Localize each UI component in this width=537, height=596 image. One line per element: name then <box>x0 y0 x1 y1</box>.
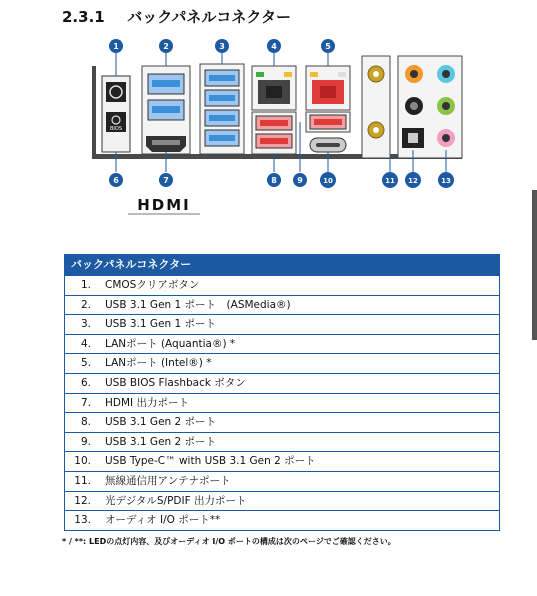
table-row: 7. HDMI 出力ポート <box>65 393 499 413</box>
table-row: 12. 光デジタルS/PDIF 出力ポート <box>65 491 499 511</box>
callout-11 <box>382 172 398 188</box>
svg-text:HDMI: HDMI <box>137 196 191 214</box>
callout-13 <box>438 172 454 188</box>
table-row: 9. USB 3.1 Gen 2 ポート <box>65 432 499 452</box>
svg-text:9: 9 <box>297 176 303 185</box>
callout-12 <box>405 172 421 188</box>
table-row: 13. オーディオ I/O ポート** <box>65 510 499 530</box>
callout-1 <box>109 39 123 53</box>
section-number: 2.3.1 <box>62 8 105 26</box>
callout-9 <box>293 173 307 187</box>
audio-ports <box>398 56 462 158</box>
hdmi-logo <box>128 196 200 214</box>
back-panel-diagram <box>0 0 537 235</box>
panel-left-edge <box>92 66 96 158</box>
callout-6 <box>109 173 123 187</box>
antenna-ports <box>362 56 390 158</box>
table-row: 3. USB 3.1 Gen 1 ポート <box>65 314 499 334</box>
svg-text:6: 6 <box>113 176 119 185</box>
svg-text:2: 2 <box>163 42 169 51</box>
usb-gen1-stack <box>200 64 244 154</box>
svg-text:13: 13 <box>441 177 451 185</box>
connector-table <box>64 254 500 531</box>
table-row: 4. LANポート (Aquantia®) * <box>65 334 499 354</box>
svg-text:7: 7 <box>163 176 169 185</box>
svg-text:10: 10 <box>323 177 333 185</box>
table-row: 1. CMOSクリアボタン <box>65 275 499 295</box>
table-row: 2. USB 3.1 Gen 1 ポート (ASMedia®) <box>65 295 499 315</box>
lan-aquantia <box>252 66 296 110</box>
svg-text:3: 3 <box>219 42 225 51</box>
callout-5 <box>321 39 335 53</box>
table-header: バックパネルコネクター <box>65 255 499 275</box>
usb-asmedia-hdmi-stack <box>142 66 190 154</box>
svg-text:12: 12 <box>408 177 418 185</box>
table-row: 5. LANポート (Intel®) * <box>65 353 499 373</box>
table-row: 6. USB BIOS Flashback ボタン <box>65 373 499 393</box>
table-row: 10. USB Type-C™ with USB 3.1 Gen 2 ポート <box>65 451 499 471</box>
table-row: 11. 無線通信用アンテナポート <box>65 471 499 491</box>
table-row: 8. USB 3.1 Gen 2 ポート <box>65 412 499 432</box>
callout-10 <box>320 172 336 188</box>
callout-8 <box>267 173 281 187</box>
cmos-bios-buttons <box>102 76 130 152</box>
svg-text:5: 5 <box>325 42 331 51</box>
callout-4 <box>267 39 281 53</box>
svg-text:8: 8 <box>271 176 277 185</box>
svg-text:4: 4 <box>271 42 277 51</box>
callout-7 <box>159 173 173 187</box>
callout-3 <box>215 39 229 53</box>
section-title: バックパネルコネクター <box>127 8 292 26</box>
bios-label: BIOS <box>109 126 123 132</box>
scrollbar[interactable] <box>532 190 537 340</box>
lan-intel <box>306 66 350 110</box>
usb-type-c <box>310 138 346 152</box>
svg-text:11: 11 <box>385 177 395 185</box>
callout-2 <box>159 39 173 53</box>
svg-text:1: 1 <box>113 42 119 51</box>
footnote: * / **: LEDの点灯内容、及びオーディオ I/O ポートの構成は次のページでご確認ください。 <box>62 537 396 546</box>
